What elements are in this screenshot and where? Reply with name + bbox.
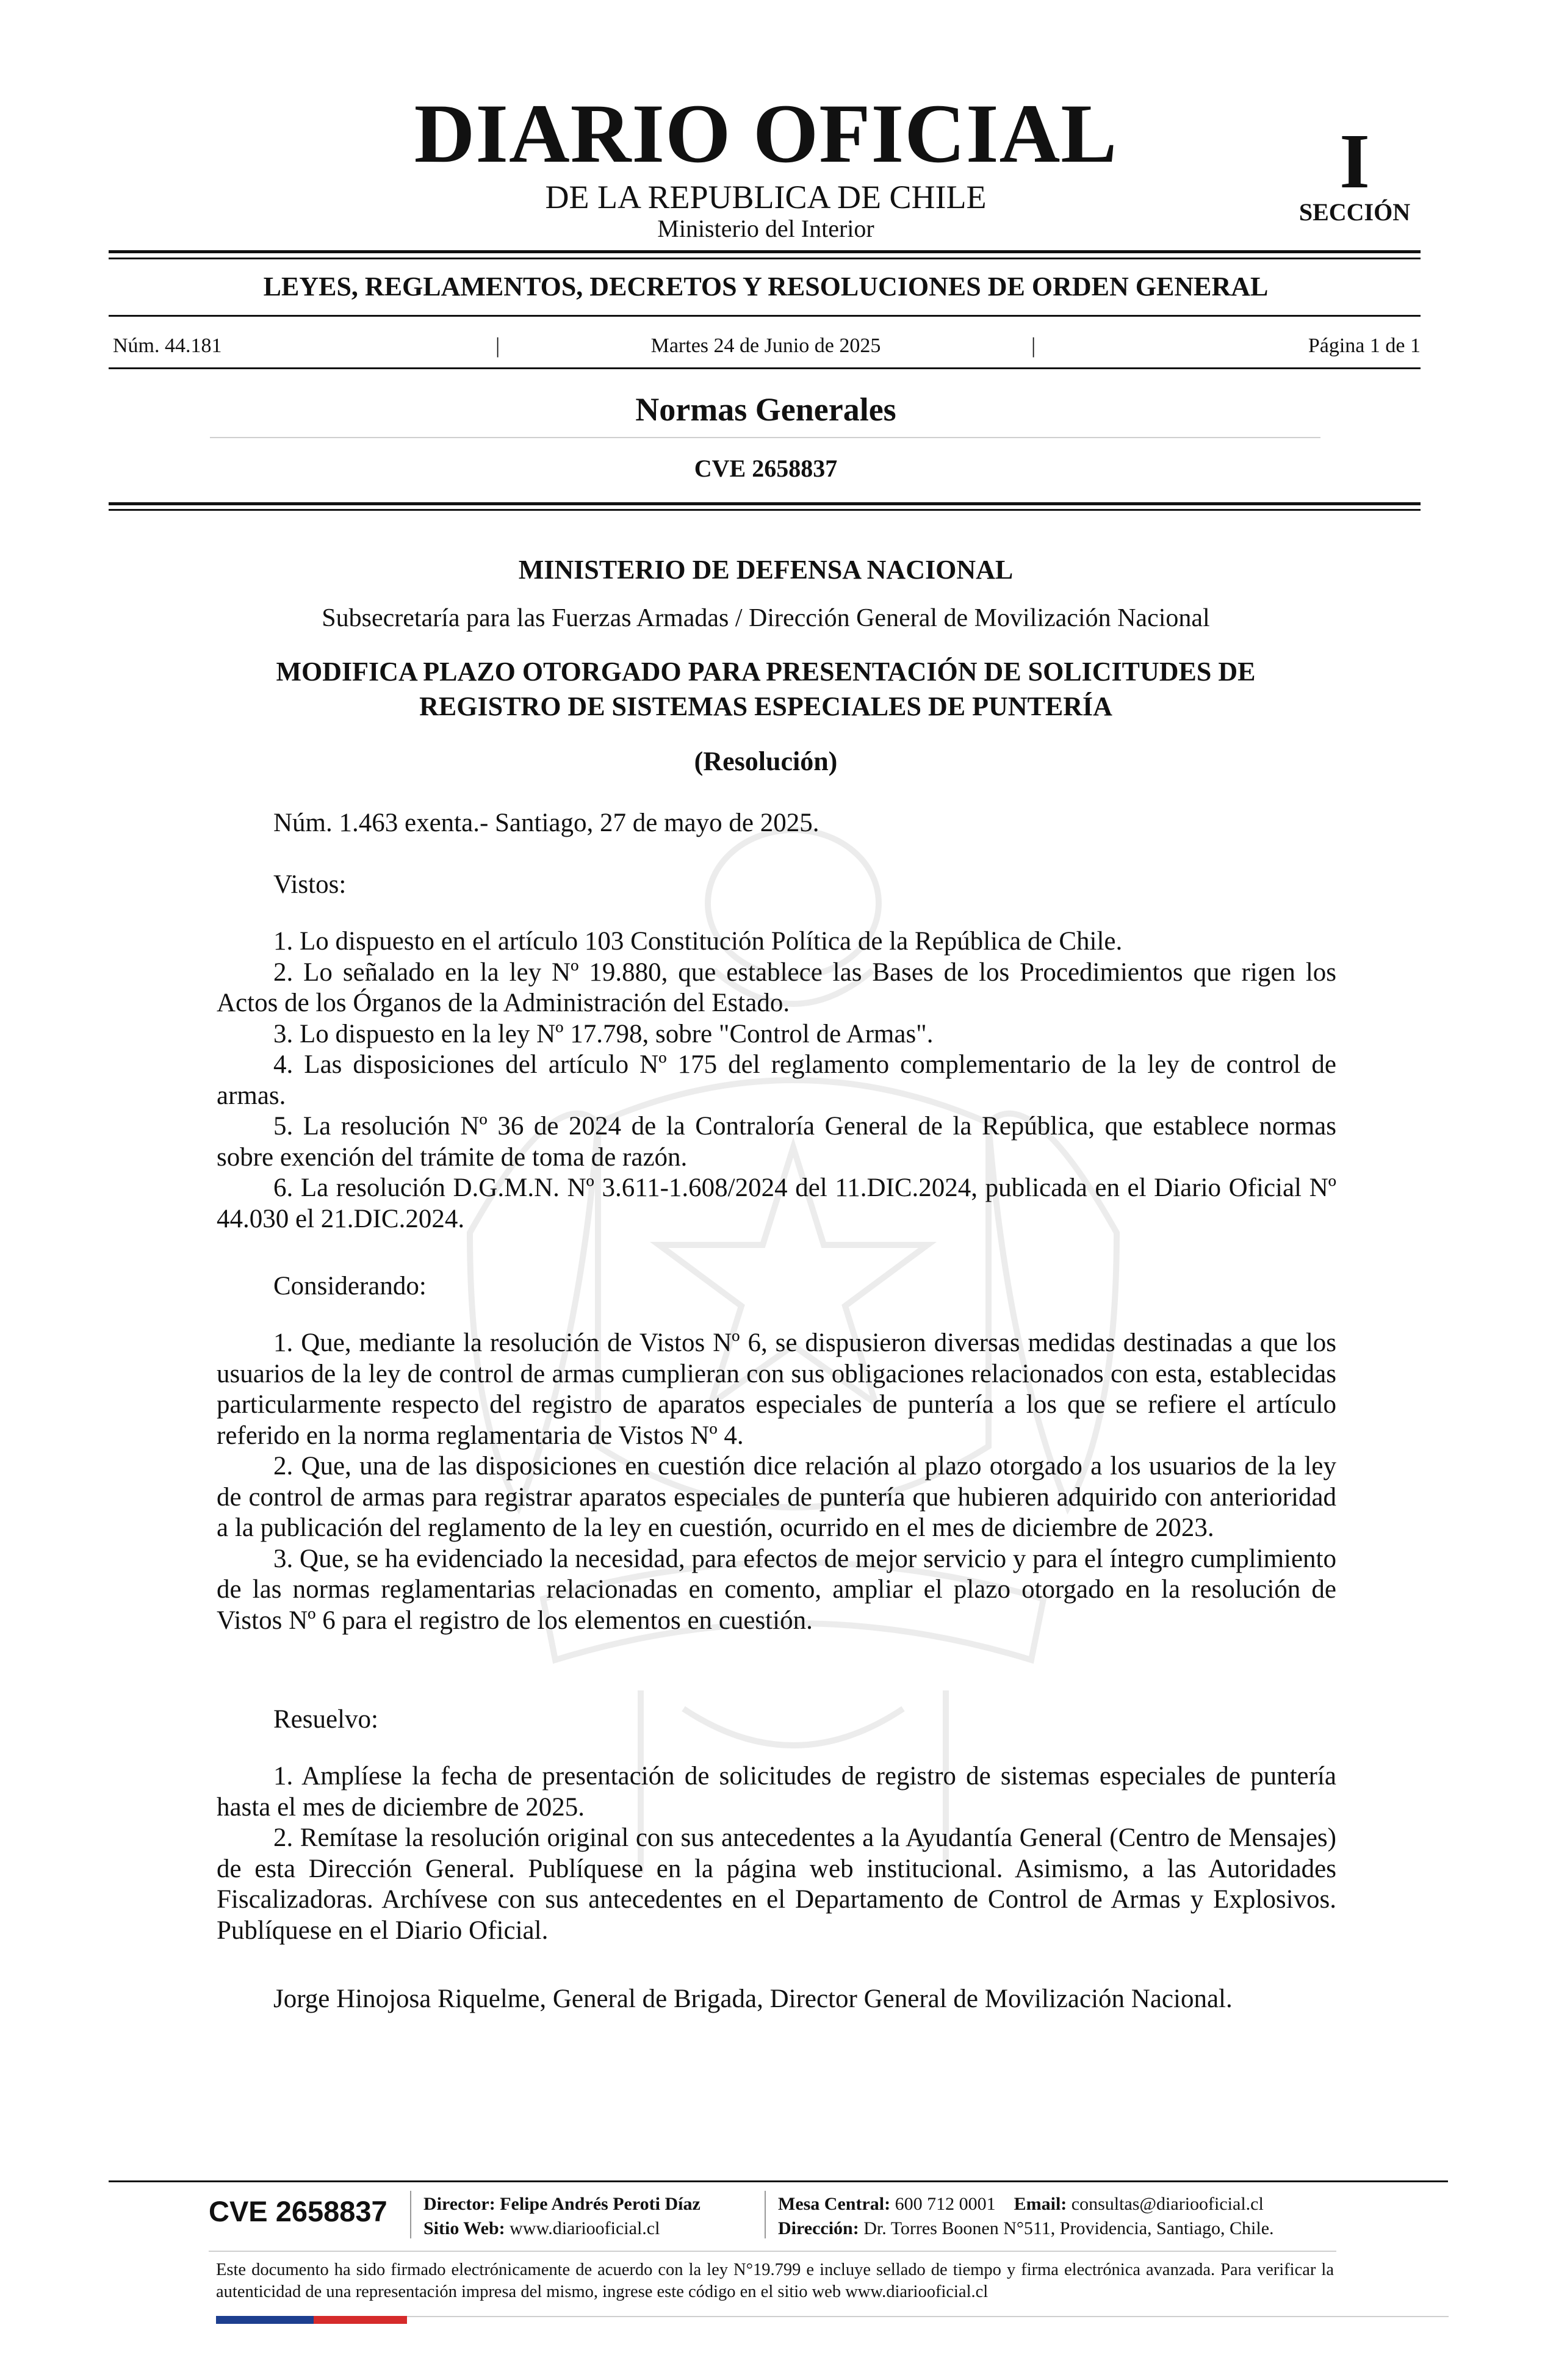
footer-contact-block — [778, 2192, 1388, 2241]
considerando-list — [217, 1328, 1336, 1636]
page-indicator: Página 1 de 1 — [1308, 334, 1421, 357]
issue-date: Martes 24 de Junio de 2025 — [650, 334, 881, 357]
address-label: Dirección: — [778, 2218, 859, 2238]
masthead-subtitle: DE LA REPUBLICA DE CHILE — [545, 179, 987, 215]
address: Dr. Torres Boonen N°511, Providencia, Santiago, Chile. — [863, 2218, 1274, 2238]
thin-divider — [210, 437, 1320, 438]
resolution-number-line: Núm. 1.463 exenta.- Santiago, 27 de mayo de 2025. — [273, 809, 819, 837]
list-item: 1. Lo dispuesto en el artículo 103 Constitución Política de la República de Chile. — [273, 927, 1123, 956]
separator: | — [495, 333, 500, 358]
header-rule — [109, 509, 1421, 511]
resuelvo-list — [217, 1761, 1336, 1946]
phone-number: 600 712 0001 — [895, 2194, 996, 2214]
section-number: I — [1339, 118, 1370, 204]
list-item: 5. La resolución Nº 36 de 2024 de la Contraloría General de la República, que establece normas sobre exención del trámite de toma de razón. — [217, 1112, 1336, 1172]
list-item: 3. Lo dispuesto en la ley Nº 17.798, sobre "Control de Armas". — [273, 1019, 934, 1048]
resolution-type: (Resolución) — [694, 746, 838, 776]
vistos-label: Vistos: — [273, 870, 347, 899]
list-item: 6. La resolución D.G.M.N. Nº 3.611-1.608/2024 del 11.DIC.2024, publicada en el Diario Oficial Nº 44.030 el 21.DIC.2024. — [217, 1174, 1336, 1233]
considerando-label: Considerando: — [273, 1272, 427, 1300]
section-heading: Normas Generales — [635, 391, 896, 428]
director-name: Felipe Andrés Peroti Díaz — [500, 2194, 701, 2214]
header-rule — [109, 315, 1421, 317]
header-rule — [109, 258, 1421, 259]
header-rule — [109, 502, 1421, 505]
issue-number: Núm. 44.181 — [113, 334, 222, 357]
footer-director-block — [423, 2192, 765, 2241]
flag-stripe-blue — [216, 2316, 314, 2324]
doc-type-title: LEYES, REGLAMENTOS, DECRETOS Y RESOLUCIONES DE ORDEN GENERAL — [263, 272, 1269, 301]
footer-cve-code: CVE 2658837 — [209, 2195, 387, 2227]
footer-divider — [209, 2251, 1336, 2252]
flag-stripe-red — [314, 2316, 407, 2324]
footer-separator — [410, 2191, 411, 2238]
header-rule — [109, 367, 1421, 369]
email-label: Email: — [1014, 2194, 1067, 2214]
list-item: 2. Que, una de las disposiciones en cuestión dice relación al plazo otorgado a los usuarios de la ley de control de armas para registrar aparatos especiales de puntería que hubieren adquirido con anterioridad a la publicación del reglamento de la ley en cuestión, ocurrido en el mes de diciembre de 2023. — [217, 1452, 1336, 1542]
director-label: Director: — [423, 2194, 495, 2214]
site-url[interactable]: www.diariooficial.cl — [510, 2218, 660, 2238]
list-item: 1. Amplíese la fecha de presentación de solicitudes de registro de sistemas especiales de puntería hasta el mes de diciembre de 2025. — [217, 1762, 1336, 1822]
resolution-title: MODIFICA PLAZO OTORGADO PARA PRESENTACIÓN DE SOLICITUDES DE REGISTRO DE SISTEMAS ESPECIALES DE PUNTERÍA — [276, 657, 1256, 721]
list-item: 3. Que, se ha evidenciado la necesidad, para efectos de mejor servicio y para el íntegro cumplimiento de las normas reglamentarias relacionadas en comento, ampliar el plazo otorgado en la resolución de Vistos Nº 6 para el registro de los elementos en cuestión. — [217, 1544, 1337, 1635]
section-label: SECCIÓN — [1298, 198, 1411, 226]
cve-code: CVE 2658837 — [694, 455, 838, 482]
signature-line: Jorge Hinojosa Riquelme, General de Brigada, Director General de Movilización Nacional. — [273, 1985, 1233, 2013]
phone-label: Mesa Central: — [778, 2194, 891, 2214]
email-address[interactable]: consultas@diariooficial.cl — [1071, 2194, 1264, 2214]
footer-verification-note: Este documento ha sido firmado electrónicamente de acuerdo con la ley N°19.799 e incluye sellado de tiempo y firma electrónica avanzada. Para verificar la autenticidad de una representación impresa del mismo, ingrese este código en el sitio web www.diariooficial.cl — [216, 2260, 1334, 2301]
subsecretaria: Subsecretaría para las Fuerzas Armadas / Dirección General de Movilización Nacional — [322, 604, 1210, 632]
ministry-heading: MINISTERIO DE DEFENSA NACIONAL — [518, 555, 1014, 585]
footer-separator — [765, 2191, 766, 2238]
footer-rule — [109, 2180, 1448, 2182]
resuelvo-label: Resuelvo: — [273, 1705, 378, 1734]
masthead-title: DIARIO OFICIAL — [414, 87, 1118, 180]
masthead-ministry: Ministerio del Interior — [657, 215, 874, 242]
site-label: Sitio Web: — [423, 2218, 505, 2238]
separator: | — [1031, 333, 1036, 358]
vistos-list — [217, 926, 1336, 1235]
header-rule — [109, 250, 1421, 253]
list-item: 2. Lo señalado en la ley Nº 19.880, que establece las Bases de los Procedimientos que rigen los Actos de los Órganos de la Administración del Estado. — [217, 957, 1336, 1017]
list-item: 2. Remítase la resolución original con sus antecedentes a la Ayudantía General (Centro de Mensajes) de esta Dirección General. Publíquese en la página web institucional. Asimismo, a las Autoridades Fiscalizadoras. Archívese con sus antecedentes en el Departamento de Control de Armas y Explosivos. Publíquese en el Diario Oficial. — [217, 1823, 1336, 1945]
list-item: 1. Que, mediante la resolución de Vistos Nº 6, se dispusieron diversas medidas destinadas a que los usuarios de la ley de control de armas cumplieran con sus obligaciones relacionados con esta, establecidas particularmente respecto del registro de aparatos especiales de puntería a los que se refiere el artículo referido en la norma reglamentaria de Vistos Nº 4. — [217, 1329, 1336, 1450]
list-item: 4. Las disposiciones del artículo Nº 175 del reglamento complementario de la ley de control de armas. — [217, 1050, 1336, 1110]
